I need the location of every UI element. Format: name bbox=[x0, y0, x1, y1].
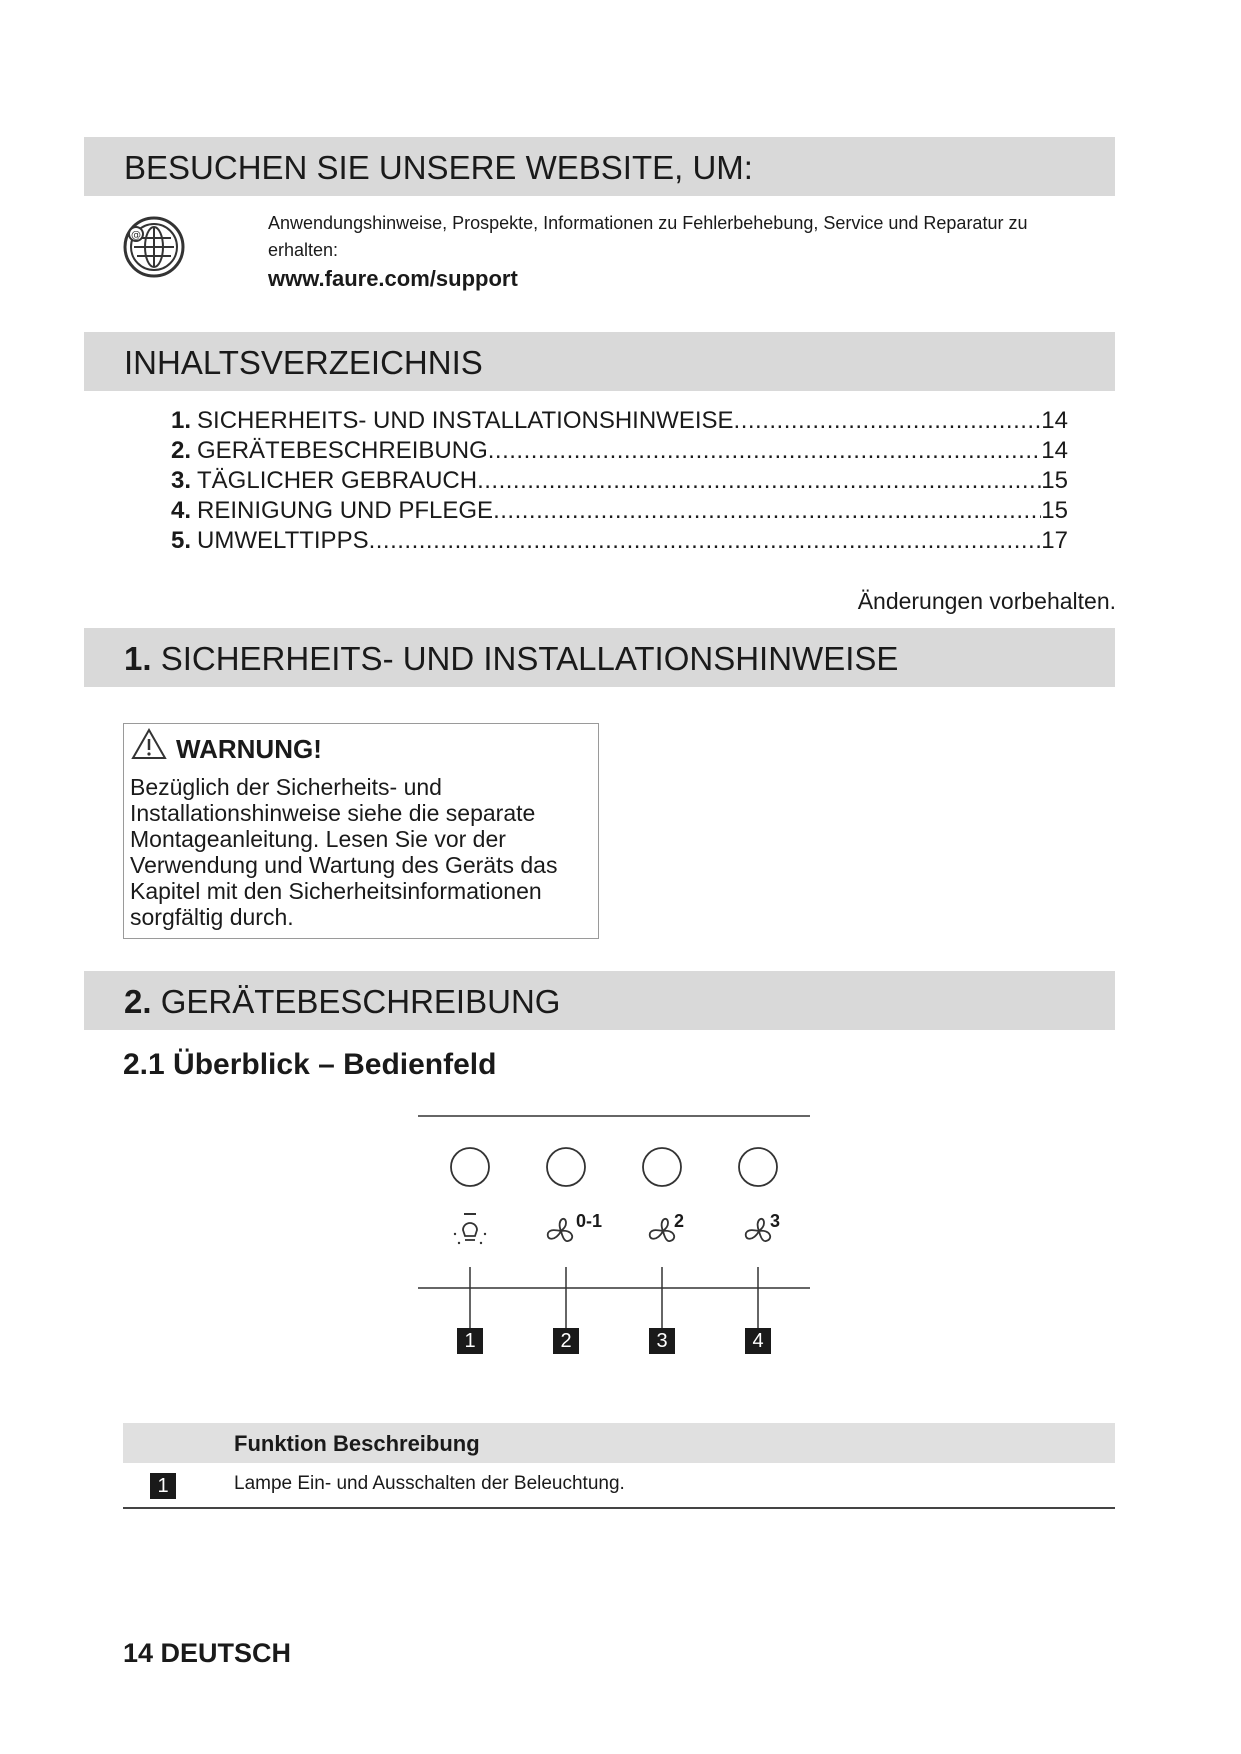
callout-1: 1 bbox=[457, 1328, 483, 1354]
function-table-header-label: Funktion Beschreibung bbox=[234, 1431, 480, 1456]
safety-section-label: SICHERHEITS- UND INSTALLATIONSHINWEISE bbox=[160, 640, 899, 677]
description-section-number: 2. bbox=[124, 983, 152, 1020]
toc-item-number: 1. bbox=[171, 407, 192, 434]
toc-item-page: 14 bbox=[1041, 407, 1068, 434]
svg-text:@: @ bbox=[131, 230, 141, 241]
toc-item-label: UMWELTTIPPS bbox=[197, 527, 369, 554]
function-number: 1 bbox=[150, 1473, 176, 1499]
fan-speed-label: 0-1 bbox=[576, 1211, 603, 1231]
toc-item[interactable] bbox=[171, 435, 1068, 465]
toc-leader-dots bbox=[369, 527, 1042, 555]
warning-box bbox=[123, 723, 599, 939]
lamp-icon bbox=[452, 1210, 488, 1250]
toc-item[interactable] bbox=[171, 465, 1068, 495]
callout-4: 4 bbox=[745, 1328, 771, 1354]
toc-leader-dots bbox=[477, 467, 1041, 495]
toc-item-number: 2. bbox=[171, 437, 192, 464]
toc-item-number: 3. bbox=[171, 467, 192, 494]
toc-leader-dots bbox=[734, 407, 1042, 435]
subsection-title: 2.1 Überblick – Bedienfeld bbox=[123, 1048, 497, 1081]
warning-text: Bezüglich der Sicherheits- und Installationshinweise siehe die separate Montageanleitung. Lesen Sie vor der Verwendung und Wartung des Geräts das Kapitel mit den Sicherheitsinformationen sorgfältig durch. bbox=[130, 774, 558, 930]
function-description: Lampe Ein- und Ausschalten der Beleuchtung. bbox=[234, 1473, 625, 1494]
fan-icon bbox=[544, 1215, 578, 1247]
visit-title: BESUCHEN SIE UNSERE WEBSITE, UM: bbox=[124, 149, 753, 186]
toc-leader-dots bbox=[488, 437, 1042, 465]
warning-triangle-icon bbox=[130, 727, 168, 761]
toc-item[interactable] bbox=[171, 525, 1068, 555]
table-row bbox=[123, 1463, 1115, 1509]
description-section-bar bbox=[84, 971, 1115, 1030]
function-table-header bbox=[123, 1423, 1115, 1463]
toc-leader-dots bbox=[493, 497, 1041, 525]
safety-section-bar bbox=[84, 628, 1115, 687]
callout-3: 3 bbox=[649, 1328, 675, 1354]
safety-section-number: 1. bbox=[124, 640, 152, 677]
support-link[interactable]: www.faure.com/support bbox=[268, 266, 518, 291]
globe-icon bbox=[122, 215, 186, 279]
safety-section-title bbox=[124, 640, 898, 678]
toc-item[interactable] bbox=[171, 495, 1068, 525]
toc-header-bar bbox=[84, 332, 1115, 391]
toc-item-page: 15 bbox=[1041, 497, 1068, 524]
toc-item-number: 4. bbox=[171, 497, 192, 524]
toc-item-page: 14 bbox=[1041, 437, 1068, 464]
control-panel-diagram bbox=[418, 1115, 813, 1365]
callout-2: 2 bbox=[553, 1328, 579, 1354]
table-of-contents bbox=[171, 405, 1068, 555]
toc-item-page: 17 bbox=[1041, 527, 1068, 554]
toc-item-label: TÄGLICHER GEBRAUCH bbox=[197, 467, 478, 494]
description-section-label: GERÄTEBESCHREIBUNG bbox=[160, 983, 561, 1020]
toc-item-page: 15 bbox=[1041, 467, 1068, 494]
fan-speed-label: 2 bbox=[674, 1211, 685, 1231]
toc-item-label: SICHERHEITS- UND INSTALLATIONSHINWEISE bbox=[197, 407, 734, 434]
toc-title: INHALTSVERZEICHNIS bbox=[124, 344, 483, 381]
warning-title: WARNUNG! bbox=[176, 734, 322, 764]
toc-item-label: REINIGUNG UND PFLEGE bbox=[197, 497, 494, 524]
toc-item[interactable] bbox=[171, 405, 1068, 435]
toc-item-label: GERÄTEBESCHREIBUNG bbox=[197, 437, 488, 464]
visit-header-bar bbox=[84, 137, 1115, 196]
toc-item-number: 5. bbox=[171, 527, 192, 554]
page-footer: 14 DEUTSCH bbox=[123, 1638, 292, 1668]
fan-speed-label: 3 bbox=[770, 1211, 781, 1231]
visit-text: Anwendungshinweise, Prospekte, Informationen zu Fehlerbehebung, Service und Reparatur zu erhalten: bbox=[268, 213, 1028, 260]
changes-note: Änderungen vorbehalten. bbox=[857, 588, 1116, 614]
description-section-title bbox=[124, 983, 560, 1021]
